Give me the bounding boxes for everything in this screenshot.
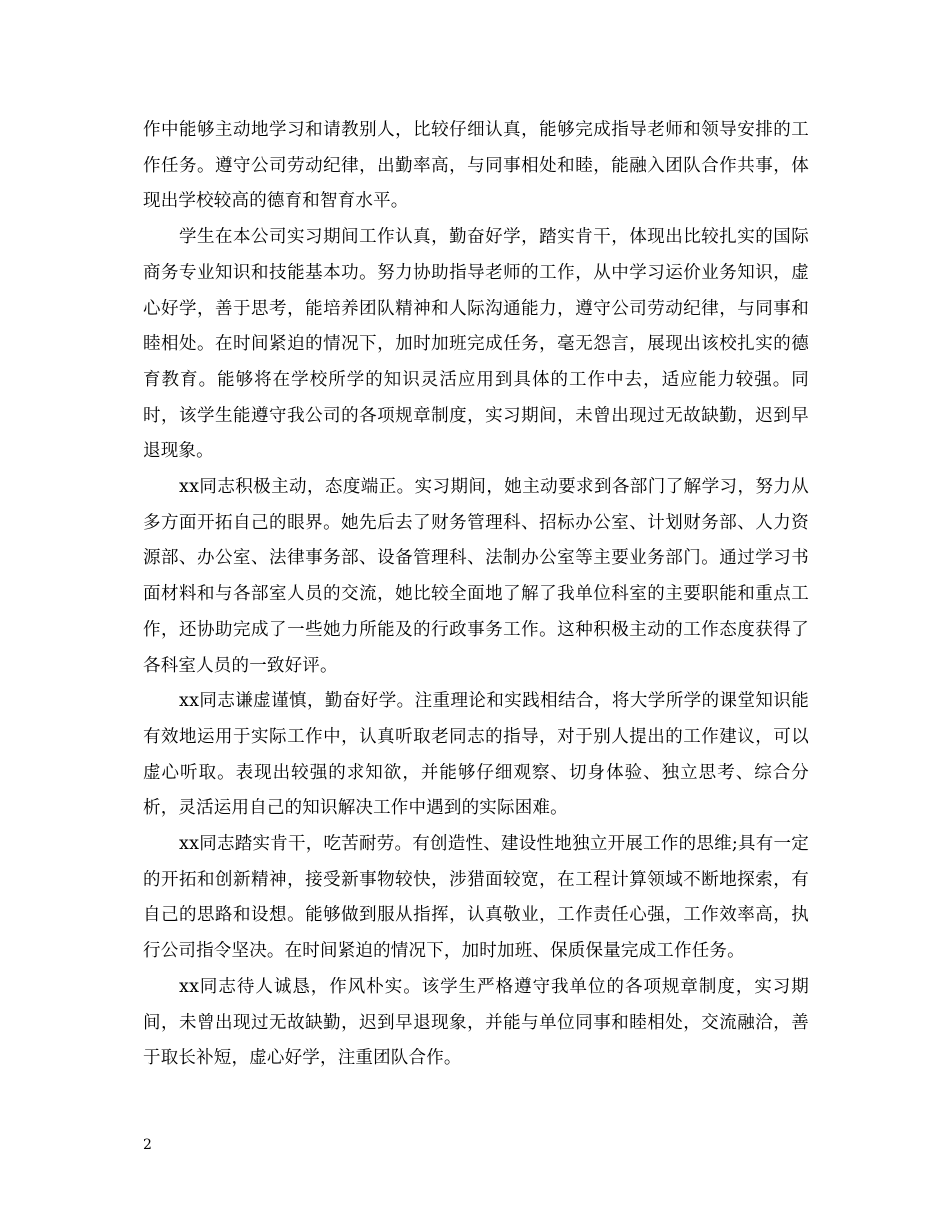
paragraph-continued: 作中能够主动地学习和请教别人，比较仔细认真，能够完成指导老师和领导安排的工作任务。遵守公司劳动纪律，出勤率高，与同事相处和睦，能融入团队合作共事，体现出学校较高的德育和智育水平。 bbox=[143, 120, 809, 212]
page-number: 2 bbox=[143, 1137, 152, 1153]
paragraph-sincere-teamwork: xx同志待人诚恳，作风朴实。该学生严格遵守我单位的各项规章制度，实习期间，未曾出现过无故缺勤，迟到早退现象，并能与单位同事和睦相处，交流融洽，善于取长补短，虚心好学，注重团队合作。 bbox=[143, 976, 809, 1069]
paragraph-student-internship: 学生在本公司实习期间工作认真，勤奋好学，踏实肯干，体现出比较扎实的国际商务专业知识和技能基本功。努力协助指导老师的工作，从中学习运价业务知识，虚心好学，善于思考，能培养团队精神和人际沟通能力，遵守公司劳动纪律，与同事和睦相处。在时间紧迫的情况下，加时加班完成任务，毫无怨言，展现出该校扎实的德育教育。能够将在学校所学的知识灵活应用到具体的工作中去，适应能力较强。同时，该学生能遵守我公司的各项规章制度，实习期间，未曾出现过无故缺勤，迟到早退现象。 bbox=[143, 227, 809, 462]
body-text bbox=[143, 113, 809, 1077]
paragraph-hardworking: xx同志踏实肯干，吃苦耐劳。有创造性、建设性地独立开展工作的思维;具有一定的开拓和创新精神，接受新事物较快，涉猎面较宽，在工程计算领域不断地探索，有自己的思路和设想。能够做到服从指挥，认真敬业，工作责任心强，工作效率高，执行公司指令坚决。在时间紧迫的情况下，加时加班、保质保量完成工作任务。 bbox=[143, 834, 809, 962]
paragraph-proactive-attitude: xx同志积极主动，态度端正。实习期间，她主动要求到各部门了解学习，努力从多方面开拓自己的眼界。她先后去了财务管理科、招标办公室、计划财务部、人力资源部、办公室、法律事务部、设备管理科、法制办公室等主要业务部门。通过学习书面材料和与各部室人员的交流，她比较全面地了解了我单位科室的主要职能和重点工作，还协助完成了一些她力所能及的行政事务工作。这种积极主动的工作态度获得了各科室人员的一致好评。 bbox=[143, 477, 809, 676]
paragraph-modest-studious: xx同志谦虚谨慎，勤奋好学。注重理论和实践相结合，将大学所学的课堂知识能有效地运用于实际工作中，认真听取老同志的指导，对于别人提出的工作建议，可以虚心听取。表现出较强的求知欲，并能够仔细观察、切身体验、独立思考、综合分析，灵活运用自己的知识解决工作中遇到的实际困难。 bbox=[143, 691, 809, 819]
